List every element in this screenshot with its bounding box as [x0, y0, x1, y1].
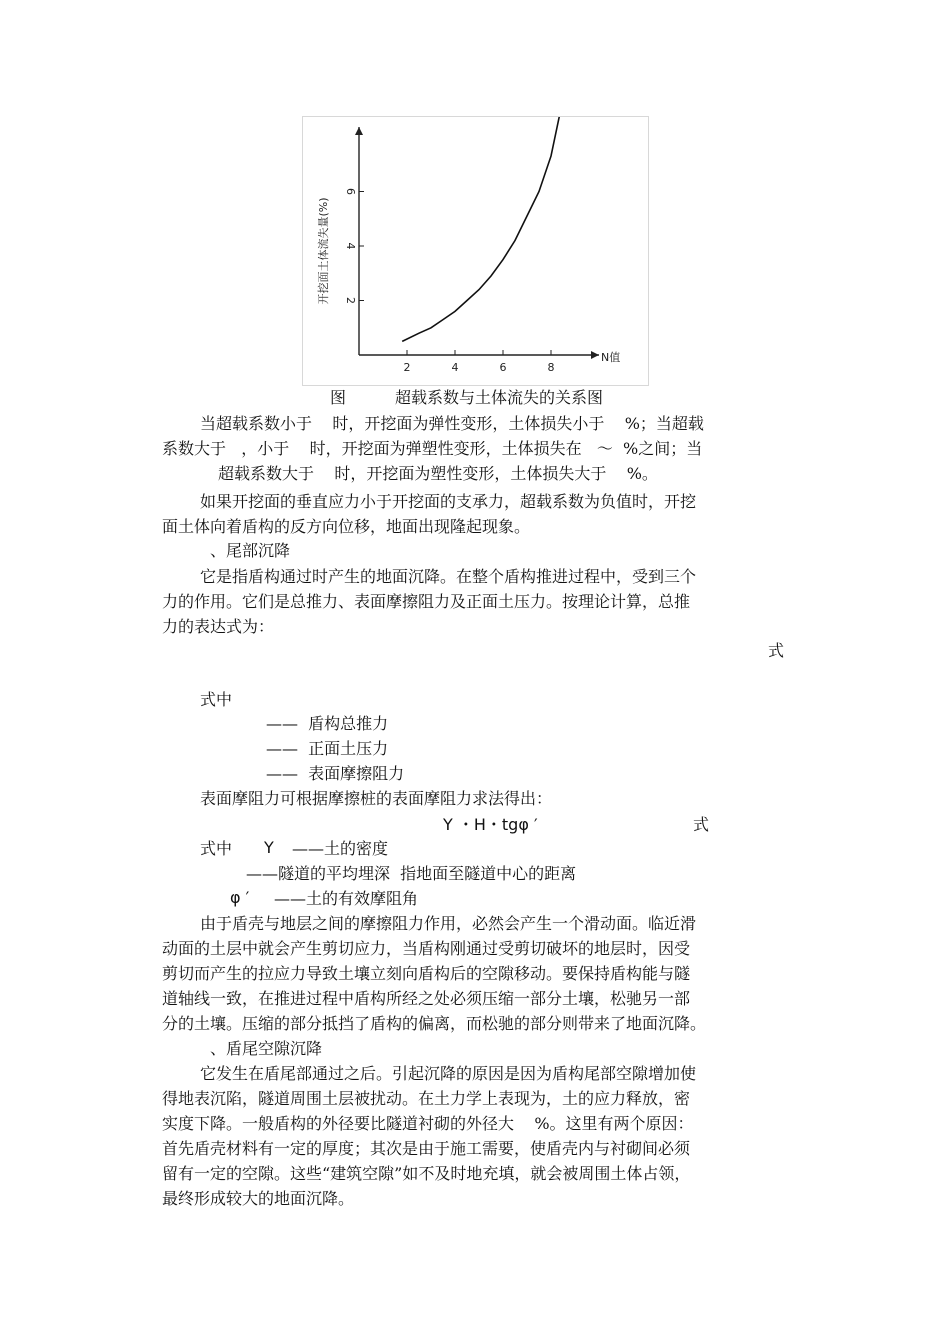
paragraph-6-line-3: 实度下降。一般盾构的外径要比隧道衬砌的外径大 %。这里有两个原因： [162, 1114, 694, 1133]
y-tick-label-2: 6 [344, 188, 357, 195]
paragraph-6-line-6: 最终形成较大的地面沉降。 [162, 1189, 355, 1208]
paragraph-5-line-5: 分的土壤。压缩的部分抵挡了盾构的偏离，而松驰的部分则带来了地面沉降。 [162, 1014, 707, 1033]
definition-face-pressure: —— 正面土压力 [266, 739, 389, 758]
section-heading-tail-void-settlement: 、盾尾空隙沉降 [210, 1039, 323, 1058]
paragraph-6-line-2: 得地表沉陷，隧道周围土层被扰动。在土力学上表现为，土的应力释放，密 [162, 1089, 691, 1108]
equation-1-label: 式 [768, 641, 785, 660]
equation-2-formula: Y ・H・tgφ ′ [443, 815, 538, 834]
y-tick-label-0: 2 [344, 297, 357, 304]
x-axis-label: N值 [601, 351, 621, 364]
definition-total-thrust: —— 盾构总推力 [266, 714, 389, 733]
paragraph-2-line-2: 面土体向着盾构的反方向位移，地面出现隆起现象。 [162, 517, 531, 536]
equation-2-label: 式 [693, 815, 710, 834]
x-axis-arrow [591, 351, 599, 359]
x-tick-label-1: 4 [451, 361, 459, 374]
y-axis-label: 开挖面土体流失量(%) [317, 197, 330, 305]
definition-density: ——土的密度 [292, 839, 389, 858]
paragraph-5-line-1: 由于盾壳与地层之间的摩擦阻力作用，必然会产生一个滑动面。临近滑 [200, 914, 697, 933]
paragraph-3-line-1: 它是指盾构通过时产生的地面沉降。在整个盾构推进过程中，受到三个 [200, 567, 697, 586]
paragraph-1-line-1: 当超载系数小于 时，开挖面为弹性变形，土体损失小于 %；当超载 [200, 414, 704, 433]
figure-caption-title: 超载系数与土体流失的关系图 [395, 388, 604, 407]
paragraph-5-line-2: 动面的土层中就会产生剪切应力，当盾构刚通过受剪切破坏的地层时，因受 [162, 939, 691, 958]
paragraph-5-line-3: 剪切而产生的拉应力导致土壤立刻向盾构后的空隙移动。要保持盾构能与隧 [162, 964, 691, 983]
paragraph-2-line-1: 如果开挖面的垂直应力小于开挖面的支承力，超载系数为负值时，开挖 [200, 492, 697, 511]
definition-surface-friction: —— 表面摩擦阻力 [266, 764, 405, 783]
paragraph-3-line-3: 力的表达式为： [162, 617, 275, 636]
paragraph-5-line-4: 道轴线一致，在推进过程中盾构所经之处必须压缩一部分土壤，松驰另一部 [162, 989, 691, 1008]
paragraph-3-line-2: 力的作用。它们是总推力、表面摩擦阻力及正面土压力。按理论计算，总推 [162, 592, 691, 611]
definition-friction-angle: ——土的有效摩阻角 [274, 889, 419, 908]
paragraph-1-line-3: 超载系数大于 时，开挖面为塑性变形，土体损失大于 %。 [218, 464, 658, 483]
x-tick-label-3: 8 [547, 361, 555, 374]
symbol-density: Y [264, 838, 274, 857]
symbol-friction-angle: φ ′ [230, 888, 250, 907]
where-label-2: 式中 [200, 839, 233, 858]
paragraph-4: 表面摩阻力可根据摩擦桩的表面摩阻力求法得出： [200, 789, 553, 808]
x-tick-label-0: 2 [403, 361, 411, 374]
y-axis-arrow [355, 127, 363, 135]
paragraph-6-line-4: 首先盾壳材料有一定的厚度；其次是由于施工需要，使盾壳内与衬砌间必须 [162, 1139, 691, 1158]
series-line-0 [402, 117, 563, 341]
paragraph-6-line-5: 留有一定的空隙。这些“建筑空隙”如不及时地充填，就会被周围土体占领， [162, 1164, 691, 1183]
chart-svg [303, 117, 648, 385]
definition-depth: ——隧道的平均埋深 指地面至隧道中心的距离 [246, 864, 577, 883]
paragraph-6-line-1: 它发生在盾尾部通过之后。引起沉降的原因是因为盾构尾部空隙增加使 [200, 1064, 697, 1083]
section-heading-tail-settlement: 、尾部沉降 [210, 541, 291, 560]
x-tick-label-2: 6 [499, 361, 507, 374]
y-tick-label-1: 4 [344, 242, 357, 250]
figure-caption-prefix: 图 [330, 388, 347, 407]
paragraph-1-line-2: 系数大于 ，小于 时，开挖面为弹塑性变形，土体损失在 ～ %之间；当 [162, 439, 703, 458]
where-label-1: 式中 [200, 690, 233, 709]
figure-chart [302, 116, 649, 386]
